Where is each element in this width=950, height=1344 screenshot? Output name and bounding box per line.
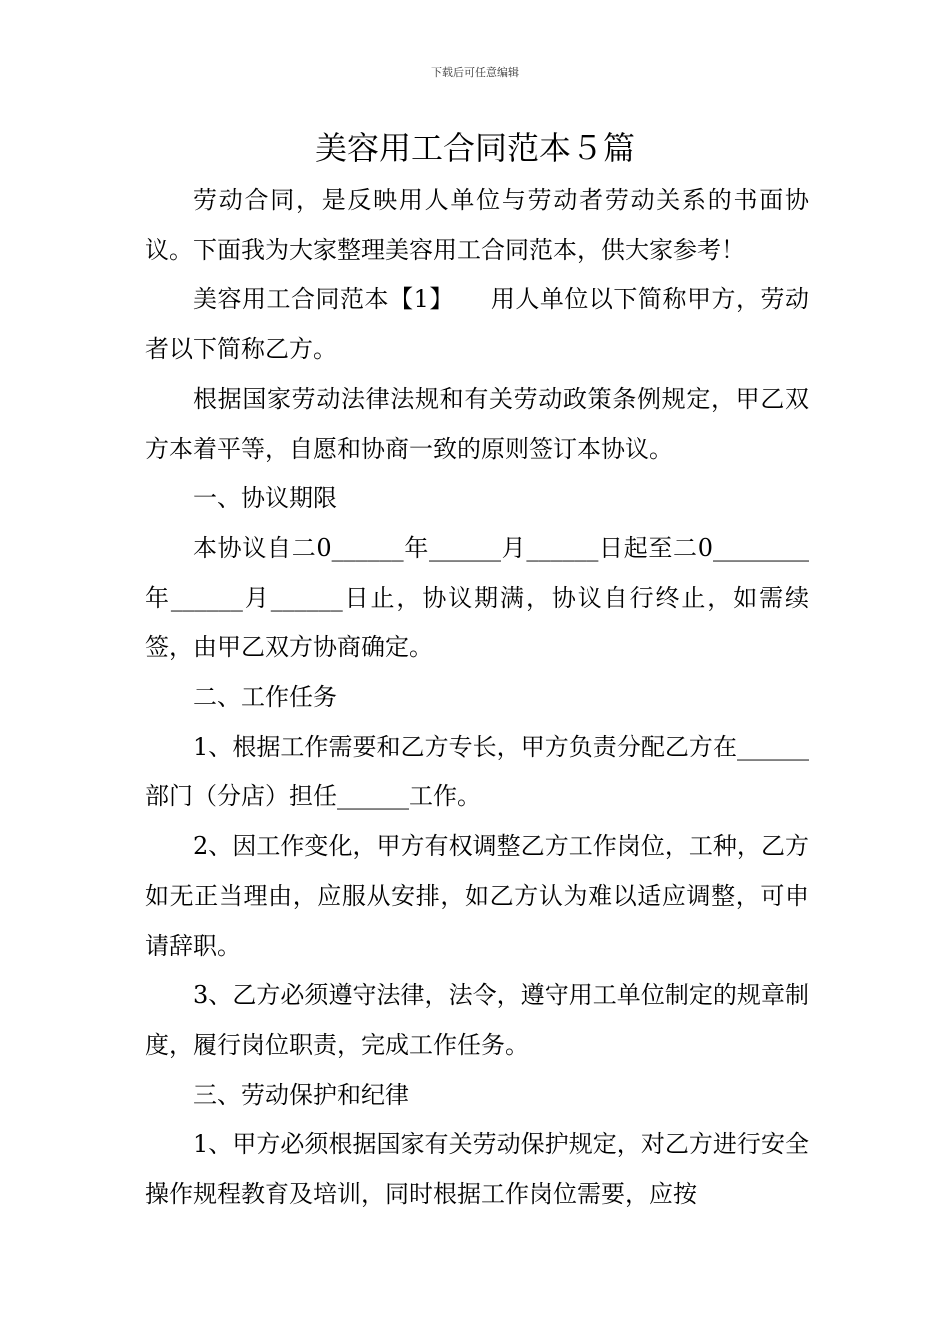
paragraph-task-2: 2、因工作变化，甲方有权调整乙方工作岗位，工种，乙方如无正当理由，应服从安排，如乙方认为难以适应调整，可申请辞职。 bbox=[145, 832, 809, 960]
paragraph-task-3: 3、乙方必须遵守法律，法令，遵守用工单位制定的规章制度，履行岗位职责，完成工作任务。 bbox=[145, 981, 809, 1059]
document-title: 美容用工合同范本５篇 bbox=[314, 129, 635, 167]
paragraph-intro: 劳动合同，是反映用人单位与劳动者劳动关系的书面协议。下面我为大家整理美容用工合同范本，供大家参考！ bbox=[145, 186, 809, 264]
paragraph-basis: 根据国家劳动法律法规和有关劳动政策条例规定，甲乙双方本着平等，自愿和协商一致的原则签订本协议。 bbox=[145, 384, 809, 463]
paragraph-term: 本协议自二0______年______月______日起至二0________年______月______日止，协议期满，协议自行终止，如需续签，由甲乙双方协商确定。 bbox=[145, 533, 809, 662]
paragraph-task-1: 1、根据工作需要和乙方专长，甲方负责分配乙方在______部门（分店）担任______工作。 bbox=[145, 732, 809, 811]
section-heading-protection: 三、劳动保护和纪律 bbox=[193, 1080, 409, 1109]
paragraph-contract-heading: 美容用工合同范本【1】 用人单位以下简称甲方，劳动者以下简称乙方。 bbox=[145, 285, 809, 364]
header-note: 下载后可任意编辑 bbox=[431, 66, 519, 79]
paragraph-protection-1: 1、甲方必须根据国家有关劳动保护规定，对乙方进行安全操作规程教育及培训，同时根据工作岗位需要，应按 bbox=[145, 1130, 809, 1209]
section-heading-tasks: 二、工作任务 bbox=[193, 683, 337, 712]
section-heading-term: 一、协议期限 bbox=[193, 484, 337, 513]
document-body bbox=[145, 176, 809, 1220]
